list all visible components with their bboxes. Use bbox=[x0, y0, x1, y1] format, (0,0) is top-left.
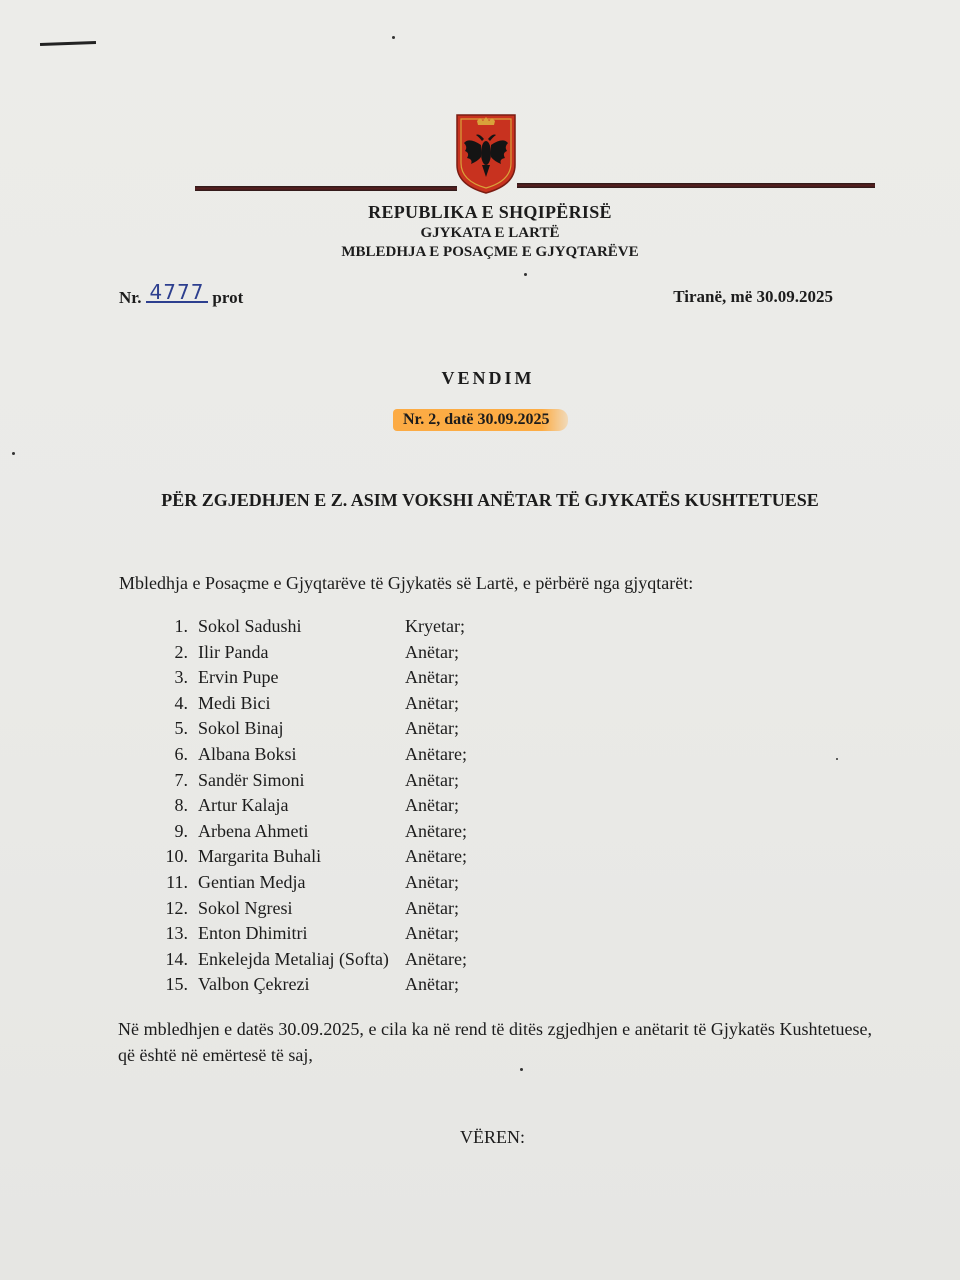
member-name: Arbena Ahmeti bbox=[198, 820, 309, 841]
member-name: Sokol Ngresi bbox=[198, 897, 293, 918]
member-role: Anëtare; bbox=[405, 948, 467, 969]
member-name: Enton Dhimitri bbox=[198, 923, 308, 944]
protocol-prefix: Nr. bbox=[119, 288, 142, 307]
member-role: Anëtare; bbox=[405, 743, 467, 764]
member-role: Anëtare; bbox=[405, 820, 467, 841]
place-date: Tiranë, më 30.09.2025 bbox=[673, 287, 833, 306]
member-role: Anëtar; bbox=[405, 718, 459, 739]
member-num: 7. bbox=[174, 769, 188, 790]
member-role: Anëtar; bbox=[405, 769, 459, 790]
member-num: 1. bbox=[174, 616, 188, 636]
member-role: Anëtare; bbox=[405, 846, 467, 867]
member-name: Sokol Binaj bbox=[198, 718, 284, 739]
decision-number-highlighted: Nr. 2, datë 30.09.2025 bbox=[393, 409, 568, 431]
member-role: Anëtar; bbox=[405, 641, 459, 662]
republic-title: REPUBLIKA E SHQIPËRISË bbox=[368, 202, 612, 222]
member-role: Anëtar; bbox=[405, 871, 459, 892]
speck bbox=[12, 452, 15, 455]
member-name: Margarita Buhali bbox=[198, 846, 322, 867]
member-num: 11. bbox=[166, 871, 188, 892]
decision-title: VENDIM bbox=[441, 368, 535, 388]
member-role: Anëtar; bbox=[405, 923, 459, 944]
member-num: 9. bbox=[174, 820, 188, 841]
member-num: 5. bbox=[174, 718, 188, 739]
member-name: Ervin Pupe bbox=[198, 667, 279, 688]
header-rule-left bbox=[195, 186, 457, 191]
member-num: 8. bbox=[174, 795, 188, 816]
protocol-number-line bbox=[119, 280, 244, 308]
body-paragraph: Në mbledhjen e datës 30.09.2025, e cila ka në rend të ditës zgjedhjen e anëtarit të Gjykatës Kushtetuese, që është në emërtesë të saj, bbox=[118, 1019, 872, 1065]
speck bbox=[524, 273, 527, 276]
member-num: 14. bbox=[165, 948, 188, 969]
speck bbox=[520, 1068, 523, 1071]
member-num: 6. bbox=[174, 743, 188, 764]
speck bbox=[392, 36, 395, 39]
member-name: Valbon Çekrezi bbox=[198, 974, 310, 995]
member-num: 13. bbox=[165, 923, 188, 944]
handwritten-protocol-number: 4777 bbox=[146, 283, 209, 303]
decision-subject: PËR ZGJEDHJEN E Z. ASIM VOKSHI ANËTAR TË GJYKATËS KUSHTETUESE bbox=[161, 490, 819, 510]
member-num: 10. bbox=[165, 846, 188, 867]
member-name: Ilir Panda bbox=[198, 641, 269, 662]
veren-heading: VËREN: bbox=[460, 1127, 525, 1147]
member-num: 4. bbox=[174, 692, 188, 713]
member-role: Anëtar; bbox=[405, 667, 459, 688]
assembly-title: MBLEDHJA E POSAÇME E GJYQTARËVE bbox=[341, 244, 639, 260]
member-num: 12. bbox=[165, 897, 188, 918]
intro-text: Mbledhja e Posaçme e Gjyqtarëve të Gjykatës së Lartë, e përbërë nga gjyqtarët: bbox=[119, 573, 694, 593]
speck bbox=[836, 758, 838, 760]
member-role: Anëtar; bbox=[405, 897, 459, 918]
member-name: Albana Boksi bbox=[198, 743, 297, 764]
court-title: GJYKATA E LARTË bbox=[420, 225, 560, 241]
member-role: Anëtar; bbox=[405, 974, 459, 995]
member-name: Artur Kalaja bbox=[198, 795, 289, 816]
member-name: Sandër Simoni bbox=[198, 769, 305, 790]
member-num: 3. bbox=[174, 667, 188, 688]
member-name: Gentian Medja bbox=[198, 871, 306, 892]
member-num: 2. bbox=[174, 641, 188, 662]
protocol-suffix: prot bbox=[212, 288, 244, 307]
member-name: Enkelejda Metaliaj (Softa) bbox=[198, 948, 389, 969]
member-name: Sokol Sadushi bbox=[198, 616, 302, 636]
corner-mark bbox=[40, 41, 96, 46]
member-name: Medi Bici bbox=[198, 692, 271, 713]
member-num: 15. bbox=[165, 974, 188, 995]
member-role: Anëtar; bbox=[405, 692, 459, 713]
header-rule-right bbox=[517, 183, 875, 188]
member-role: Anëtar; bbox=[405, 795, 459, 816]
albanian-coat-of-arms-icon bbox=[455, 113, 517, 195]
member-role: Kryetar; bbox=[405, 616, 465, 636]
